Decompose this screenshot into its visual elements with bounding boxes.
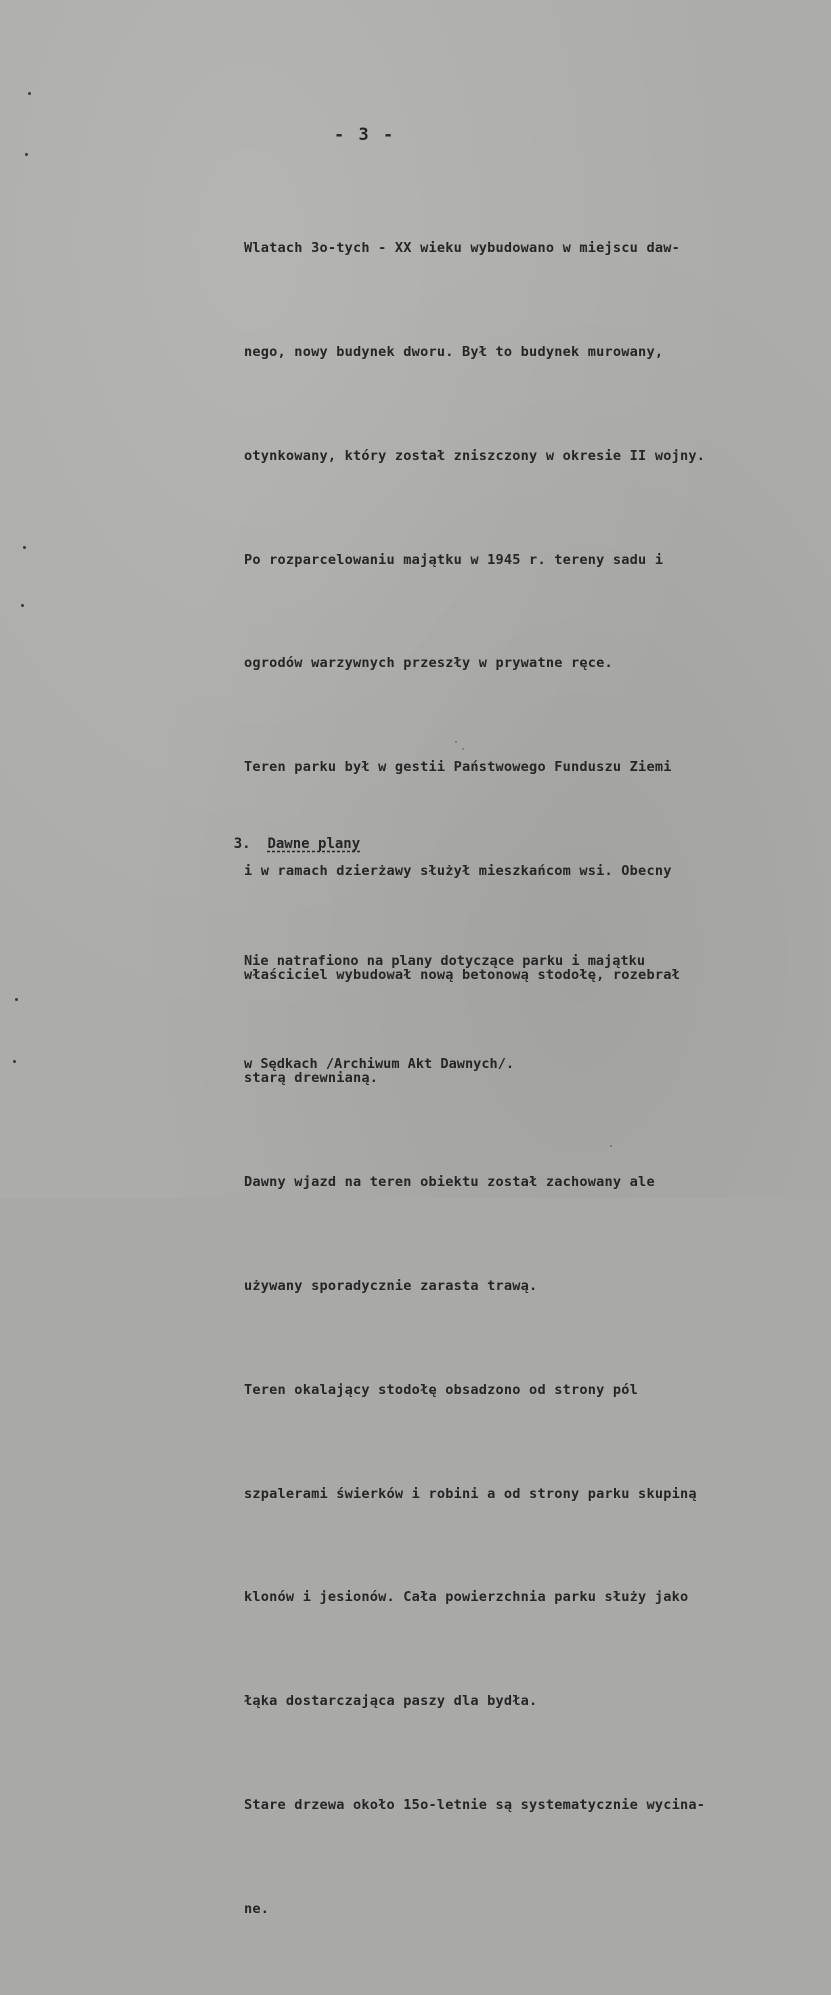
body-line: nego, nowy budynek dworu. Był to budynek murowany, xyxy=(244,343,664,360)
body-line: ogrodów warzywnych przeszły w prywatne ręce. xyxy=(244,655,613,672)
section-heading xyxy=(200,820,360,868)
body-line: Po rozparcelowaniu majątku w 1945 r. tereny sadu i xyxy=(244,551,664,568)
body-line: łąka dostarczająca paszy dla bydła. xyxy=(244,1693,538,1710)
body-line: Stare drzewa około 15o-letnie są systematycznie wycina- xyxy=(244,1796,706,1813)
body-line: Teren okalający stodołę obsadzono od strony pól xyxy=(244,1381,639,1398)
body-line: właściciel wybudował nową betonową stodołę, rozebrał xyxy=(244,966,680,983)
section-number: 3. xyxy=(233,836,251,852)
body-line: Wlatach 3o-tych - XX wieku wybudowano w miejscu daw- xyxy=(244,240,680,257)
margin-mark xyxy=(23,546,26,549)
section-title: Dawne plany xyxy=(267,836,361,852)
body-line: Dawny wjazd na teren obiektu został zachowany ale xyxy=(244,1174,655,1191)
body-line: i w ramach dzierżawy służył mieszkańcom wsi. Obecny xyxy=(244,862,672,879)
margin-mark xyxy=(15,998,18,1001)
body-line: Teren parku był w gestii Państwowego Funduszu Ziemi xyxy=(244,759,672,776)
body-line: starą drewnianą. xyxy=(244,1070,379,1087)
margin-mark xyxy=(28,92,31,95)
body-line: szpalerami świerków i robini a od strony parku skupiną xyxy=(244,1485,697,1502)
page-number: - 3 - xyxy=(334,125,396,145)
section-paragraph xyxy=(244,876,645,1149)
section-line: w Sędkach /Archiwum Akt Dawnych/. xyxy=(244,1055,515,1072)
body-line: ne. xyxy=(244,1900,270,1917)
body-line: używany sporadycznie zarasta trawą. xyxy=(244,1278,538,1294)
section-line: Nie natrafiono na plany dotyczące parku i majątku xyxy=(244,953,646,969)
margin-mark xyxy=(21,604,24,607)
body-line: klonów i jesionów. Cała powierzchnia parku służy jako xyxy=(244,1589,689,1606)
margin-mark xyxy=(13,1060,16,1063)
margin-mark xyxy=(25,153,28,156)
body-line: otynkowany, który został zniszczony w okresie II wojny. xyxy=(244,447,706,464)
